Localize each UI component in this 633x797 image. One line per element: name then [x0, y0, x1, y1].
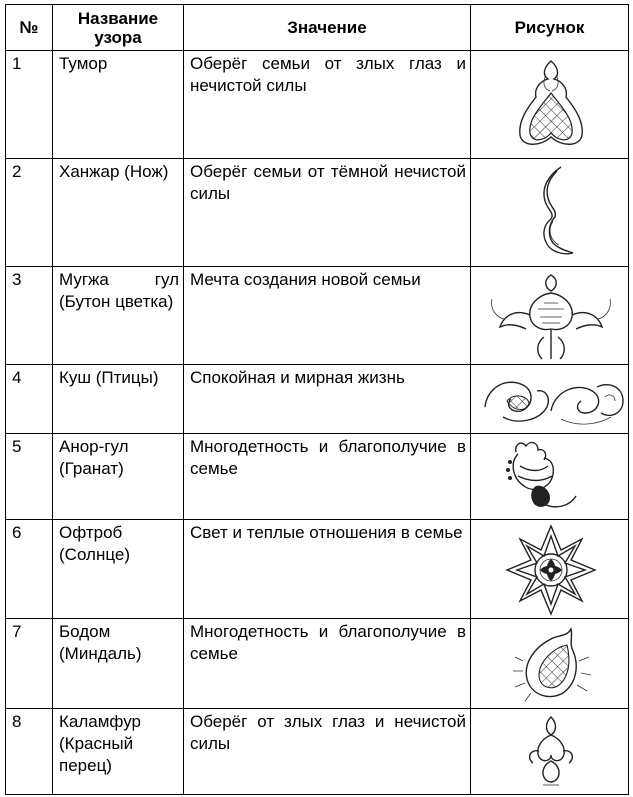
header-meaning: Значение: [184, 5, 471, 51]
table-row: [6, 159, 629, 267]
table-row: [6, 520, 629, 619]
table-row: [6, 709, 629, 795]
row-num: 5: [6, 434, 53, 520]
row-name: Куш (Птицы): [53, 365, 184, 434]
row-num: 4: [6, 365, 53, 434]
birds-icon: [477, 367, 627, 431]
header-row: [6, 5, 629, 51]
row-meaning: Оберёг семьи от злых глаз и нечистой силы: [184, 51, 471, 159]
row-picture: [471, 51, 629, 159]
row-name: Анор-гул (Гранат): [53, 434, 184, 520]
row-picture: [471, 159, 629, 267]
row-name: Мугжа гул (Бутон цветка): [53, 267, 184, 365]
table-row: [6, 51, 629, 159]
row-picture: [471, 267, 629, 365]
row-picture: [471, 709, 629, 795]
row-picture: [471, 520, 629, 619]
row-picture: [471, 365, 629, 434]
row-picture: [471, 619, 629, 709]
row-name: Каламфур (Красный перец): [53, 709, 184, 795]
row-meaning: Мечта создания новой семьи: [184, 267, 471, 365]
table-row: [6, 267, 629, 365]
row-meaning: Оберёг от злых глаз и нечистой силы: [184, 709, 471, 795]
tumor-amulet-icon: [506, 53, 596, 153]
table-row: [6, 434, 629, 520]
row-num: 3: [6, 267, 53, 365]
row-name: Бодом (Миндаль): [53, 619, 184, 709]
row-name: Ханжар (Нож): [53, 159, 184, 267]
row-num: 6: [6, 520, 53, 619]
patterns-table: [5, 4, 629, 795]
row-meaning: Оберёг семьи от тёмной нечистой силы: [184, 159, 471, 267]
row-num: 1: [6, 51, 53, 159]
red-pepper-icon: [521, 711, 581, 789]
row-num: 8: [6, 709, 53, 795]
header-name: Название узора: [53, 5, 184, 51]
dagger-icon: [511, 161, 591, 261]
row-meaning: Свет и теплые отношения в семье: [184, 520, 471, 619]
row-name: Тумор: [53, 51, 184, 159]
row-picture: [471, 434, 629, 520]
row-meaning: Многодетность и благополучие в семье: [184, 434, 471, 520]
almond-icon: [501, 621, 601, 705]
pomegranate-icon: [496, 436, 606, 516]
row-meaning: Многодетность и благополучие в семье: [184, 619, 471, 709]
row-name: Офтроб (Солнце): [53, 520, 184, 619]
flower-bud-icon: [486, 269, 616, 363]
sun-icon: [501, 522, 601, 618]
row-num: 2: [6, 159, 53, 267]
table-row: [6, 619, 629, 709]
header-num: №: [6, 5, 53, 51]
row-meaning: Спокойная и мирная жизнь: [184, 365, 471, 434]
table-row: [6, 365, 629, 434]
row-num: 7: [6, 619, 53, 709]
header-picture: Рисунок: [471, 5, 629, 51]
